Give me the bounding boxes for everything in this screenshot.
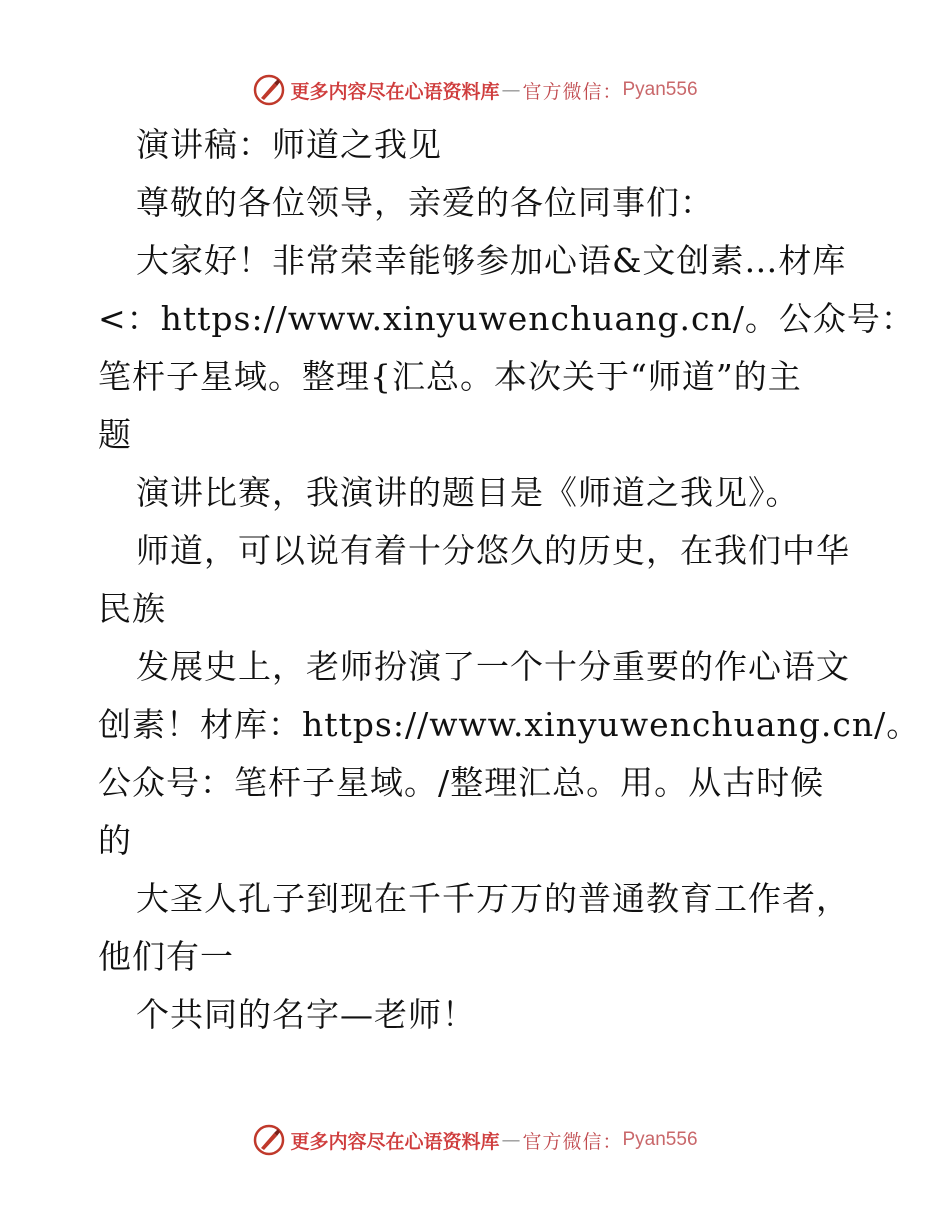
banner-account: Pyan556	[622, 1129, 698, 1150]
doc-line: <：https://www.xinyuwenchuang.cn/。公众号：	[98, 299, 915, 338]
banner-text: 更多内容尽在心语资料库	[290, 80, 500, 103]
pen-logo-icon	[252, 1123, 286, 1157]
banner-text: 更多内容尽在心语资料库	[290, 1130, 500, 1153]
banner-account: Pyan556	[622, 79, 698, 100]
doc-line: 的	[98, 821, 132, 860]
doc-line: 发展史上，老师扮演了一个十分重要的作心语文	[136, 647, 850, 686]
doc-line: 演讲比赛，我演讲的题目是《师道之我见》。	[136, 473, 800, 512]
doc-line: 公众号：笔杆子星域。/整理汇总。用。从古时候	[98, 763, 825, 802]
header-banner	[0, 70, 950, 110]
pen-logo-icon	[252, 73, 286, 107]
doc-line: 师道，可以说有着十分悠久的历史，在我们中华	[136, 531, 850, 570]
doc-line: 个共同的名字—老师！	[136, 995, 476, 1034]
doc-line: 尊敬的各位领导，亲爱的各位同事们：	[136, 183, 714, 222]
doc-line: 题	[98, 415, 132, 454]
banner-wechat-label: 官方微信：	[522, 80, 623, 103]
doc-line: 他们有一	[98, 937, 234, 976]
doc-line: 民族	[98, 589, 166, 628]
doc-line: 创素！材库：https://www.xinyuwenchuang.cn/。	[98, 705, 921, 744]
banner-separator: —	[501, 1129, 521, 1151]
footer-banner	[0, 1120, 950, 1160]
document-body	[98, 116, 921, 1044]
banner-separator: —	[501, 79, 521, 101]
doc-line: 大圣人孔子到现在千千万万的普通教育工作者，	[136, 879, 850, 918]
doc-line: 演讲稿：师道之我见	[136, 125, 442, 164]
doc-line: 大家好！非常荣幸能够参加心语&文创素…材库	[136, 241, 847, 280]
banner-wechat-label: 官方微信：	[522, 1130, 623, 1153]
doc-line: 笔杆子星域。整理{汇总。本次关于“师道”的主	[98, 357, 802, 396]
